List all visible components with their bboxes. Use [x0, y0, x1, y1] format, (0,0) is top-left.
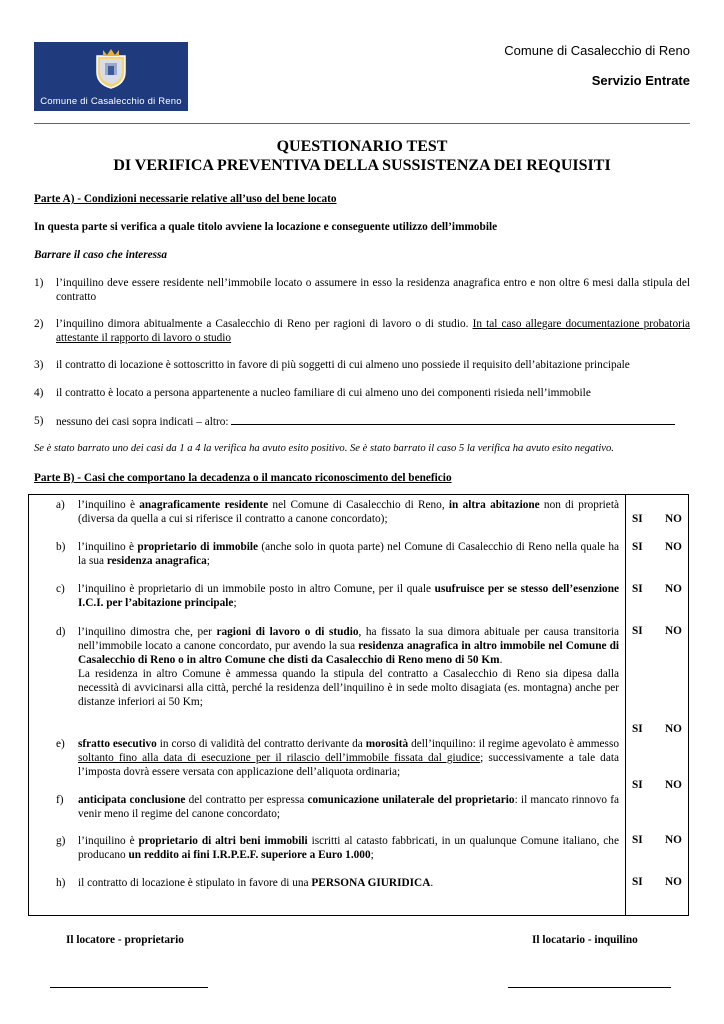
- item-bold: PERSONA GIURIDICA: [311, 877, 431, 889]
- partB-item-f: [56, 793, 619, 821]
- item-text: il contratto di locazione è stipulato in favore di una: [78, 877, 312, 889]
- item-text: dell’inquilino: il regime agevolato è ammesso: [408, 738, 619, 750]
- item-letter: d): [56, 626, 66, 638]
- item-letter: b): [56, 541, 66, 553]
- item-text: in corso di validità del contratto derivante da: [156, 738, 366, 750]
- item-number: 1): [34, 277, 44, 289]
- item-bold: sfratto esecutivo: [78, 738, 157, 750]
- item-text: l’inquilino è: [78, 541, 138, 553]
- item-number: 2): [34, 318, 44, 330]
- item-number: 3): [34, 359, 44, 371]
- item-underlined-note: In tal caso allegare documentazione probatoria attestante il rapporto di lavoro o studio: [56, 318, 691, 344]
- no-option-c[interactable]: NO: [665, 583, 682, 595]
- item-bold: morosità: [365, 738, 409, 750]
- signature-line-locatore[interactable]: [50, 987, 208, 988]
- item-bold: residenza anagrafica: [106, 555, 207, 567]
- partA-intro: In questa parte si verifica a quale titolo avviene la locazione e conseguente utilizzo dell’immobile: [34, 221, 498, 233]
- title-line2: DI VERIFICA PREVENTIVA DELLA SUSSISTENZA DEI REQUISITI: [113, 157, 611, 174]
- item-bold: proprietario di immobile: [137, 541, 259, 553]
- item-letter: e): [56, 738, 65, 750]
- item-text: (anche solo in quota parte) nel Comune di Casalecchio di Reno nella quale ha la sua: [78, 541, 619, 567]
- item-text: del contratto per espressa: [185, 794, 308, 806]
- partA-instruction: Barrare il caso che interessa: [34, 249, 168, 261]
- signature-label-locatore: Il locatore - proprietario: [66, 934, 184, 946]
- partA-note: Se è stato barrato uno dei casi da 1 a 4 la verifica ha avuto esito positivo. Se è stato barrato il caso 5 la verifica ha avuto esito negativo.: [34, 443, 614, 454]
- item-text: l’inquilino deve essere residente nell’immobile locato o assumere in esso la residenza anagrafica entro e non oltre 6 mesi dalla stipula del contratto: [56, 277, 690, 303]
- no-option-h[interactable]: NO: [665, 876, 682, 888]
- si-option-g[interactable]: SI: [632, 834, 643, 846]
- partB-item-a: [56, 498, 619, 526]
- item-number: 4): [34, 387, 44, 399]
- comune-name: Comune di Casalecchio di Reno: [504, 43, 690, 58]
- si-option-h[interactable]: SI: [632, 876, 643, 888]
- item-text: .: [499, 654, 503, 666]
- signature-label-locatario: Il locatario - inquilino: [532, 934, 638, 946]
- item-letter: c): [56, 583, 65, 595]
- no-option-a[interactable]: NO: [665, 513, 682, 525]
- item-text: l’inquilino dimora abitualmente a Casalecchio di Reno per ragioni di lavoro o di studio.: [56, 318, 469, 330]
- partB-item-e: [56, 737, 619, 779]
- item-bold: ragioni di lavoro o di studio: [216, 626, 359, 638]
- si-option-e[interactable]: SI: [632, 723, 643, 735]
- si-option-f[interactable]: SI: [632, 779, 643, 791]
- item-letter: a): [56, 499, 65, 511]
- partB-heading: Parte B) - Casi che comportano la decadenza o il mancato riconoscimento del beneficio: [34, 472, 452, 484]
- item-letter: h): [56, 877, 66, 889]
- partA-item-1[interactable]: [34, 276, 690, 304]
- item-text: ; successivamente a tale data l’imposta dovrà essere versata con applicazione dell’aliquota ordinaria;: [78, 752, 619, 778]
- item-bold: proprietario di altri beni immobili: [138, 835, 308, 847]
- item-text: : il mancato rinnovo fa venir meno il regime del canone concordato;: [78, 794, 620, 820]
- servizio-label: Servizio Entrate: [591, 73, 690, 88]
- coat-of-arms-icon: [91, 46, 131, 90]
- no-option-b[interactable]: NO: [665, 541, 682, 553]
- item-letter: g): [56, 835, 66, 847]
- header-divider: [34, 123, 690, 124]
- item-text: iscritti al catasto fabbricati, in un qualunque Comune italiano, che producano: [78, 835, 619, 861]
- partB-item-d: [56, 625, 619, 725]
- item-text: il contratto è locato a persona appartenente a nucleo familiare di cui almeno uno dei componenti risieda nell’immobile: [56, 387, 591, 399]
- si-option-b[interactable]: SI: [632, 541, 643, 553]
- item-text: il contratto di locazione è sottoscritto in favore di più soggetti di cui almeno uno possiede il requisito dell’abitazione principale: [56, 359, 630, 371]
- item-text: l’inquilino è: [78, 499, 140, 511]
- item-underlined: soltanto fino alla data di esecuzione per il rilascio dell’immobile fissata dal giudice: [78, 752, 481, 764]
- item-bold: in altra abitazione: [448, 499, 540, 511]
- item-text: ;: [233, 597, 237, 609]
- no-option-g[interactable]: NO: [665, 834, 682, 846]
- item-bold: residenza anagrafica in altro immobile nel Comune di Casalecchio di Reno o in altro Comune che disti da Casalecchio di Reno meno di 50 Km: [78, 640, 619, 666]
- item-text: , ha fissato la sua dimora abituale per causa transitoria nell’immobile locato a canone concordato, pur avendo la sua: [78, 626, 619, 652]
- comune-logo: [34, 42, 188, 111]
- item-bold: un reddito ai fini I.R.P.E.F. superiore a Euro 1.000: [128, 849, 371, 861]
- item-text: .: [430, 877, 434, 889]
- item-letter: f): [56, 794, 64, 806]
- other-blank-field[interactable]: [231, 414, 675, 425]
- item-bold: comunicazione unilaterale del proprietario: [307, 794, 515, 806]
- item-text: nessuno dei casi sopra indicati – altro:: [56, 416, 229, 428]
- item-number: 5): [34, 415, 44, 427]
- item-bold: anticipata conclusione: [78, 794, 186, 806]
- item-text: La residenza in altro Comune è ammessa quando la stipula del contratto a Casalecchio di Reno sia dipesa dalla necessità di avvicinarsi alla città, perché la residenza dell’inquilino è in sede molto disagiata (es. montagna) anche per distanze inferiori ai 50 Km;: [78, 668, 619, 708]
- partA-heading: Parte A) - Condizioni necessarie relative all’uso del bene locato: [34, 193, 337, 205]
- partB-item-g: [56, 834, 619, 862]
- item-text: ;: [206, 555, 210, 567]
- item-bold: usufruisce per se stesso dell’esenzione I.C.I. per l’abitazione principale: [78, 583, 619, 609]
- no-option-e[interactable]: NO: [665, 723, 682, 735]
- item-text: ;: [370, 849, 374, 861]
- si-option-d[interactable]: SI: [632, 625, 643, 637]
- item-bold: anagraficamente residente: [139, 499, 269, 511]
- no-option-f[interactable]: NO: [665, 779, 682, 791]
- partB-column-divider: [625, 494, 626, 916]
- partA-item-2[interactable]: [34, 317, 690, 345]
- item-text: nel Comune di Casalecchio di Reno,: [268, 499, 449, 511]
- item-text: l’inquilino è: [78, 835, 139, 847]
- partB-item-b: [56, 540, 619, 568]
- si-option-c[interactable]: SI: [632, 583, 643, 595]
- signature-line-locatario[interactable]: [508, 987, 671, 988]
- item-text: l’inquilino dimostra che, per: [78, 626, 217, 638]
- title-line1: QUESTIONARIO TEST: [276, 138, 448, 155]
- si-option-a[interactable]: SI: [632, 513, 643, 525]
- item-text: non di proprietà (diversa da quella a cui si riferisce il contratto a canone concordato);: [78, 499, 619, 525]
- logo-text: Comune di Casalecchio di Reno: [40, 96, 182, 107]
- item-text: l’inquilino è proprietario di un immobile posto in altro Comune, per il quale: [78, 583, 435, 595]
- partB-item-c: [56, 582, 619, 610]
- no-option-d[interactable]: NO: [665, 625, 682, 637]
